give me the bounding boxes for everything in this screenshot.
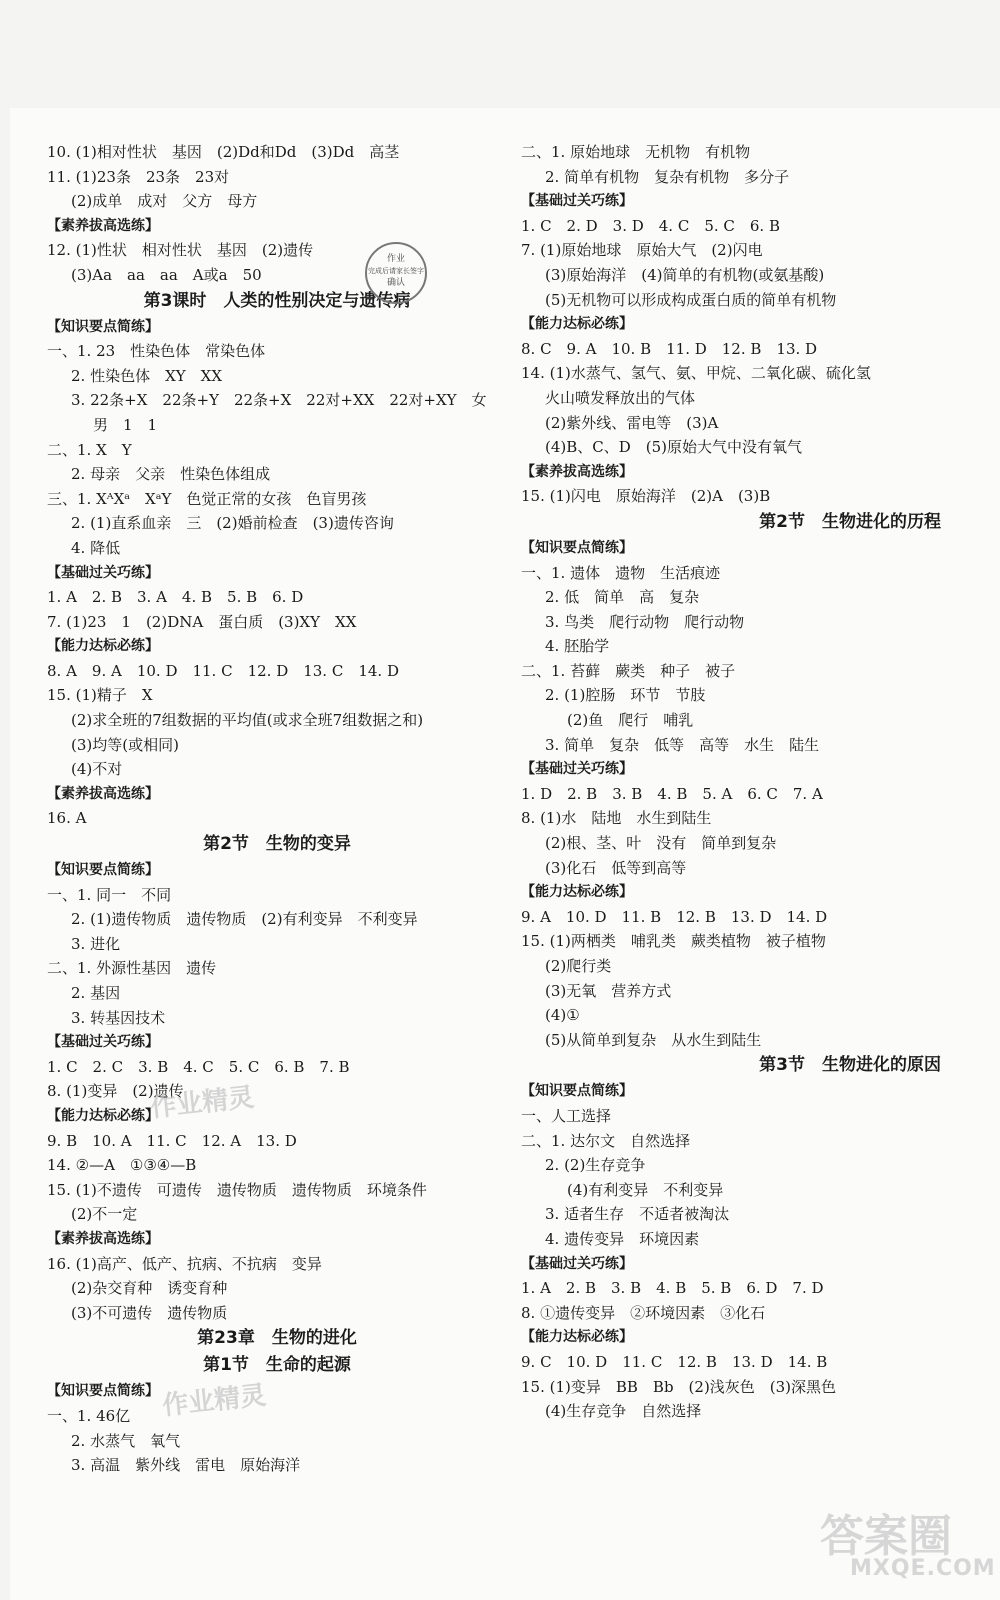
section-label: 【能力达标必练】 (521, 316, 633, 333)
answer-line: 3. 鸟类 爬行动物 爬行动物 (545, 612, 745, 631)
answer-line: 9. B 10. A 11. C 12. A 13. D (47, 1131, 297, 1150)
answer-line: 4. 胚胎学 (545, 637, 610, 656)
answer-line: 8. ①遗传变异 ②环境因素 ③化石 (521, 1303, 766, 1322)
answer-line: 二、1. X Y (47, 440, 132, 459)
answer-line: 2. (1)直系血亲 三 (2)婚前检查 (3)遗传咨询 (71, 514, 394, 533)
section-title: 第23章 生物的进化 (197, 1328, 357, 1349)
answer-line: (3)无氧 营养方式 (545, 981, 672, 1000)
section-label: 【基础过关巧练】 (47, 1034, 159, 1051)
section-label: 【基础过关巧练】 (47, 564, 159, 581)
answer-line: 3. 进化 (71, 934, 121, 953)
answer-line: 2. 水蒸气 氧气 (71, 1431, 181, 1450)
answer-line: 一、1. 23 性染色体 常染色体 (47, 342, 266, 361)
homework-stamp (365, 242, 427, 304)
stamp-line3: 确认 (386, 278, 405, 288)
answer-line: 二、1. 达尔文 自然选择 (521, 1131, 691, 1150)
answer-line: (2)鱼 爬行 哺乳 (567, 711, 694, 730)
answer-line: 11. (1)23条 23条 23对 (47, 167, 230, 186)
answer-line: 2. (1)腔肠 环节 节肢 (545, 686, 706, 705)
answer-line: (3)不可遗传 遗传物质 (71, 1303, 228, 1322)
answer-line: 2. (1)遗传物质 遗传物质 (2)有利变异 不利变异 (71, 910, 418, 929)
section-label: 【能力达标必练】 (521, 1329, 633, 1346)
answer-line: (2)不一定 (71, 1205, 138, 1224)
section-label: 【能力达标必练】 (521, 884, 633, 901)
answer-line: (2)根、茎、叶 没有 简单到复杂 (545, 834, 777, 853)
answer-line: (2)爬行类 (545, 957, 612, 975)
answer-line: 一、人工选择 (521, 1106, 612, 1125)
section-label: 【知识要点简练】 (521, 539, 633, 556)
section-label: 【知识要点简练】 (521, 1083, 633, 1100)
section-label: 【素养拔高选练】 (47, 1230, 159, 1247)
answer-line: 2. 母亲 父亲 性染色体组成 (71, 465, 271, 484)
answer-line: 3. 转基因技术 (71, 1008, 166, 1027)
site-logo-url: MXQE.COM (850, 1556, 996, 1581)
answer-line: (5)无机物可以形成构成蛋白质的简单有机物 (545, 290, 837, 309)
section-title: 第2节 生物进化的历程 (759, 511, 941, 532)
answer-line: 二、1. 苔藓 蕨类 种子 被子 (521, 661, 736, 680)
answer-line: 12. (1)性状 相对性状 基因 (2)遗传 (47, 241, 314, 260)
answer-line: 15. (1)不遗传 可遗传 遗传物质 遗传物质 环境条件 (47, 1180, 427, 1199)
answer-line: (4)① (545, 1006, 580, 1025)
answer-line: (4)不对 (71, 760, 123, 779)
answer-line: (2)求全班的7组数据的平均值(或求全班7组数据之和) (71, 711, 424, 730)
answer-line: 4. 降低 (71, 538, 121, 557)
watermark-top: 作业精灵 (148, 1082, 256, 1124)
answer-line: 3. 22条+X 22条+Y 22条+X 22对+XX 22对+XY 女 (71, 391, 487, 410)
section-label: 【基础过关巧练】 (521, 761, 633, 778)
answer-line: 7. (1)23 1 (2)DNA 蛋白质 (3)XY XX (47, 612, 357, 631)
section-label: 【能力达标必练】 (47, 638, 159, 655)
answer-line: (5)从简单到复杂 从水生到陆生 (545, 1030, 762, 1049)
section-title: 第2节 生物的变异 (203, 834, 351, 855)
answer-line: 16. A (47, 809, 87, 828)
section-title: 第3课时 人类的性别决定与遗传病 (143, 290, 411, 311)
answer-line: 3. 简单 复杂 低等 高等 水生 陆生 (545, 735, 820, 754)
section-label: 【素养拔高选练】 (521, 463, 633, 480)
answer-line: 一、1. 同一 不同 (47, 885, 172, 904)
section-label: 【知识要点简练】 (47, 318, 159, 335)
answer-line: 14. (1)水蒸气、氢气、氨、甲烷、二氧化碳、硫化氢 (521, 364, 871, 383)
site-logo: 答案圈 (820, 1511, 952, 1562)
answer-line: 16. (1)高产、低产、抗病、不抗病 变异 (47, 1254, 322, 1273)
answer-line: 3. 高温 紫外线 雷电 原始海洋 (71, 1456, 301, 1475)
section-label: 【能力达标必练】 (47, 1107, 159, 1124)
section-label: 【基础过关巧练】 (521, 1255, 633, 1272)
stamp-line1: 作业 (386, 254, 405, 264)
answer-line: 1. A 2. B 3. A 4. B 5. B 6. D (47, 588, 304, 607)
answer-line: 15. (1)变异 BB Bb (2)浅灰色 (3)深黑色 (521, 1377, 837, 1396)
answer-line: 3. 适者生存 不适者被淘汰 (545, 1205, 730, 1224)
answer-line: 1. C 2. D 3. D 4. C 5. C 6. B (521, 216, 780, 235)
right-column (521, 140, 951, 1424)
answer-line: 三、1. XᴬXᵃ XᵃY 色觉正常的女孩 色盲男孩 (47, 489, 367, 508)
answer-line: 男 1 1 (93, 415, 158, 434)
answer-line: 8. (1)水 陆地 水生到陆生 (521, 809, 712, 828)
answer-line: (2)紫外线、雷电等 (3)A (545, 413, 719, 432)
answer-line: 火山喷发释放出的气体 (545, 388, 696, 407)
section-title: 第1节 生命的起源 (203, 1355, 351, 1376)
answer-line: 4. 遗传变异 环境因素 (545, 1229, 700, 1248)
left-column (47, 140, 507, 1478)
section-title: 第3节 生物进化的原因 (759, 1055, 941, 1076)
answer-line: (4)B、C、D (5)原始大气中没有氧气 (545, 438, 803, 457)
answer-line: 8. (1)变异 (2)遗传 (47, 1082, 184, 1101)
answer-line: 8. A 9. A 10. D 11. C 12. D 13. C 14. D (47, 661, 399, 680)
answer-line: (4)有利变异 不利变异 (567, 1180, 724, 1199)
answer-line: 二、1. 外源性基因 遗传 (47, 959, 217, 978)
section-label: 【素养拔高选练】 (47, 785, 159, 802)
answer-line: 2. 低 简单 高 复杂 (545, 588, 700, 607)
answer-line: 15. (1)精子 X (47, 686, 153, 705)
answer-line: 1. C 2. C 3. B 4. C 5. C 6. B 7. B (47, 1057, 350, 1076)
answer-line: 1. A 2. B 3. B 4. B 5. B 6. D 7. D (521, 1279, 824, 1298)
answer-line: 2. 基因 (71, 984, 121, 1002)
answer-line: (2)杂交育种 诱变育种 (71, 1279, 228, 1298)
answer-line: (4)生存竞争 自然选择 (545, 1402, 702, 1421)
answer-line: 2. 简单有机物 复杂有机物 多分子 (545, 167, 790, 186)
section-label: 【知识要点简练】 (47, 1383, 159, 1400)
answer-line: 9. C 10. D 11. C 12. B 13. D 14. B (521, 1352, 828, 1371)
answer-line: 15. (1)闪电 原始海洋 (2)A (3)B (521, 487, 771, 506)
answer-line: 10. (1)相对性状 基因 (2)Dd和Dd (3)Dd 高茎 (47, 143, 400, 161)
answer-line: 一、1. 遗体 遗物 生活痕迹 (521, 563, 721, 582)
answer-line: 14. ②—A ①③④—B (47, 1156, 197, 1175)
answer-line: 15. (1)两栖类 哺乳类 蕨类植物 被子植物 (521, 932, 826, 951)
answer-line: 9. A 10. D 11. B 12. B 13. D 14. D (521, 907, 828, 926)
answer-line: 2. 性染色体 XY XX (71, 366, 223, 385)
answer-line: (3)Aa aa aa A或a 50 (71, 265, 262, 284)
answer-line: 8. C 9. A 10. B 11. D 12. B 13. D (521, 339, 818, 358)
answer-line: (3)均等(或相同) (71, 735, 179, 754)
stamp-line2: 完成后请家长签字 (368, 267, 424, 275)
section-label: 【基础过关巧练】 (521, 193, 633, 210)
section-label: 【素养拔高选练】 (47, 217, 159, 234)
answer-line: 2. (2)生存竞争 (545, 1156, 646, 1175)
answer-line: (3)原始海洋 (4)简单的有机物(或氨基酸) (545, 265, 825, 284)
answer-line: 1. D 2. B 3. B 4. B 5. A 6. C 7. A (521, 784, 823, 803)
answer-line: 一、1. 46亿 (47, 1406, 131, 1425)
watermark-bottom: 作业精灵 (160, 1380, 268, 1422)
answer-line: 7. (1)原始地球 原始大气 (2)闪电 (521, 241, 763, 260)
answer-line: 二、1. 原始地球 无机物 有机物 (521, 143, 751, 161)
section-label: 【知识要点简练】 (47, 862, 159, 879)
answer-line: (2)成单 成对 父方 母方 (71, 192, 258, 211)
answer-line: (3)化石 低等到高等 (545, 858, 687, 877)
